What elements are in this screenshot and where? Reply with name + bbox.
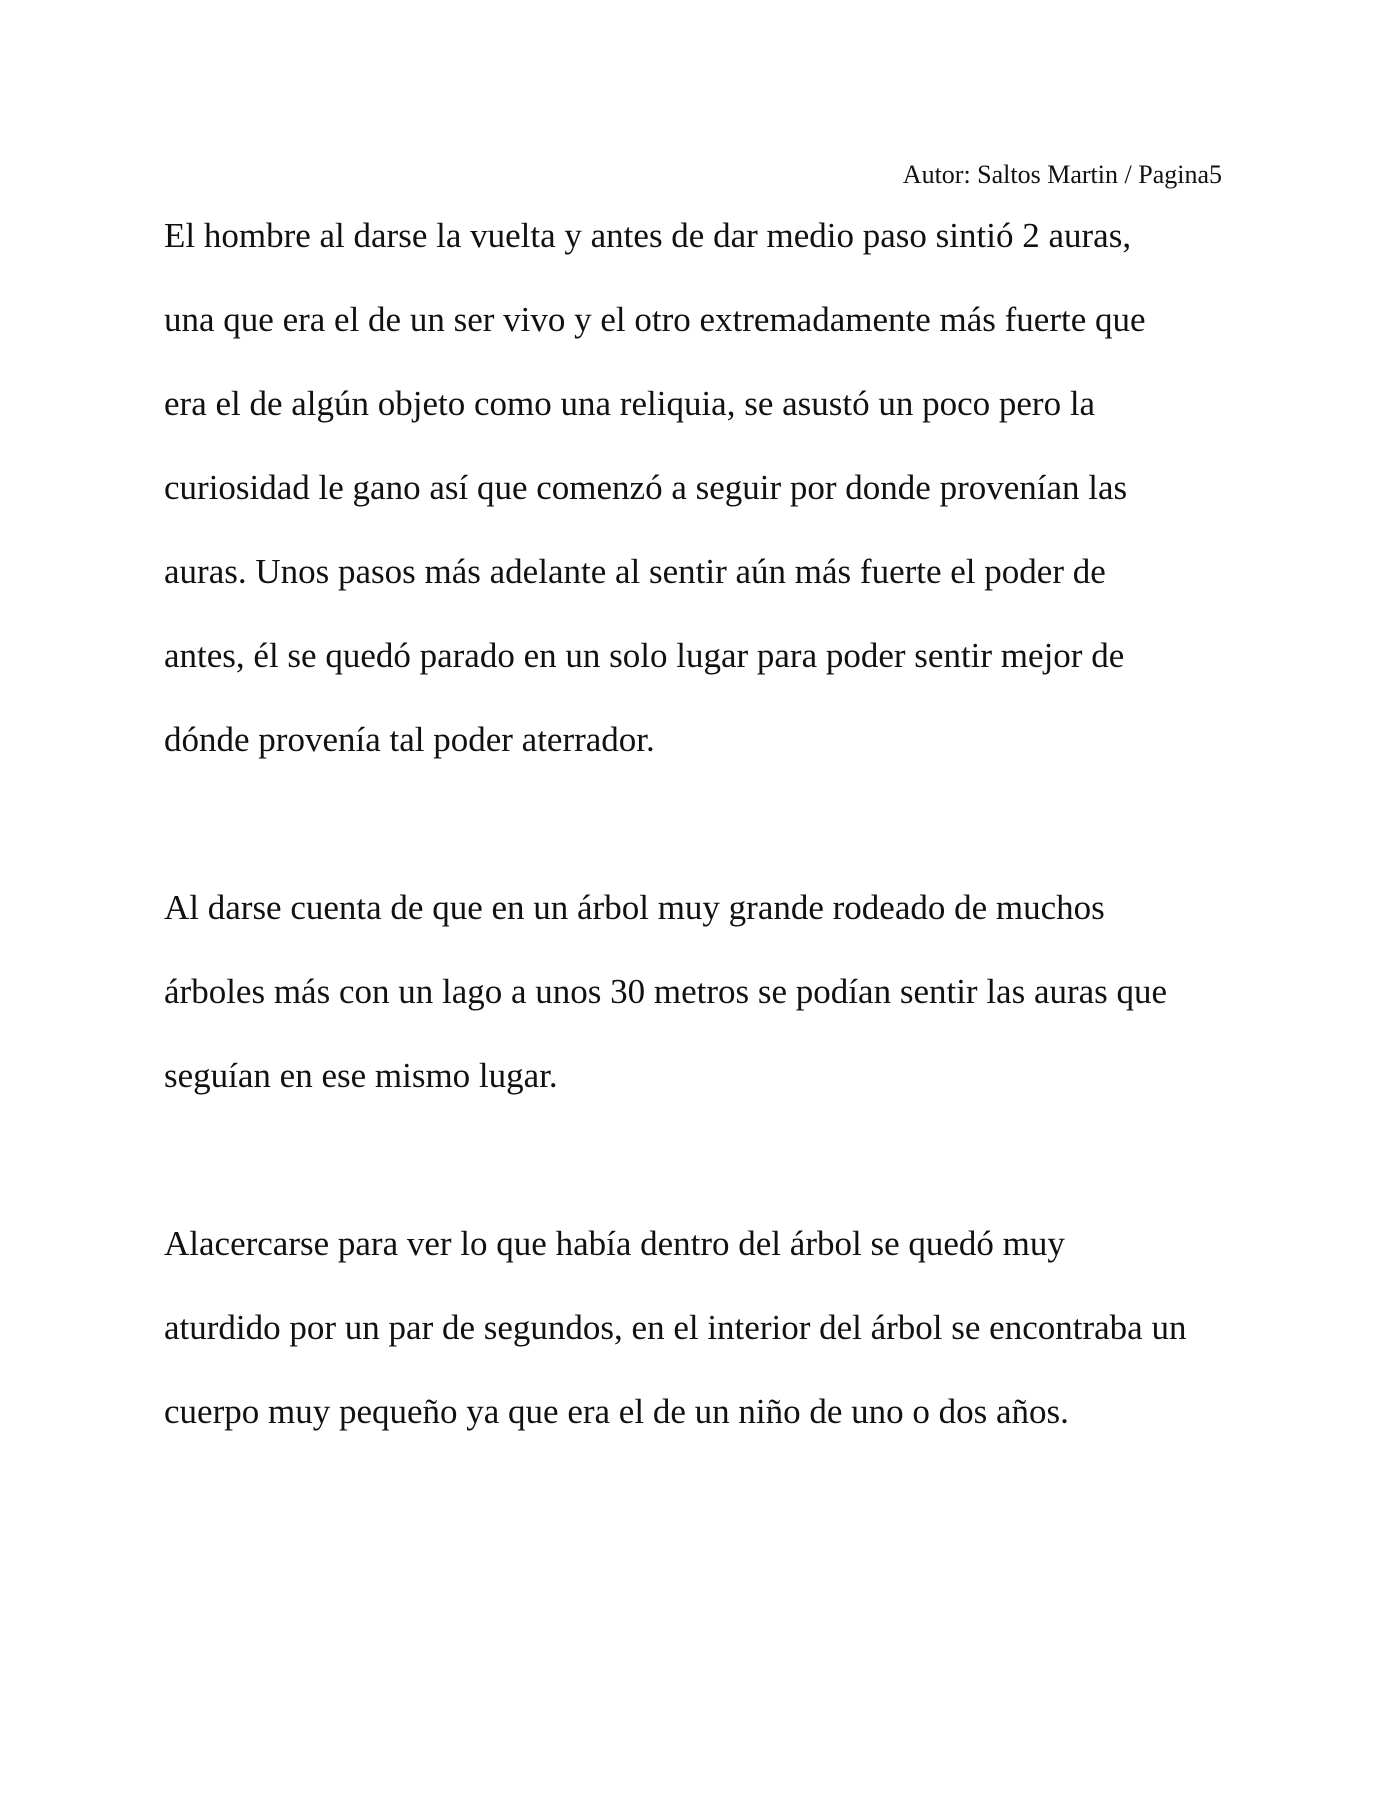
paragraph-2 — [164, 888, 1244, 1140]
text-line: Alacercarse para ver lo que había dentro del árbol se quedó muy — [164, 1224, 1065, 1263]
text-line: auras. Unos pasos más adelante al sentir aún más fuerte el poder de — [164, 552, 1106, 591]
text-line: curiosidad le gano así que comenzó a seguir por donde provenían las — [164, 468, 1128, 507]
paragraph-1 — [164, 216, 1244, 804]
text-line: árboles más con un lago a unos 30 metros se podían sentir las auras que — [164, 972, 1168, 1011]
text-line: era el de algún objeto como una reliquia, se asustó un poco pero la — [164, 384, 1096, 423]
text-line: antes, él se quedó parado en un solo lugar para poder sentir mejor de — [164, 636, 1125, 675]
text-line: una que era el de un ser vivo y el otro extremadamente más fuerte que — [164, 300, 1146, 339]
text-line: cuerpo muy pequeño ya que era el de un niño de uno o dos años. — [164, 1392, 1069, 1431]
text-line: aturdido por un par de segundos, en el interior del árbol se encontraba un — [164, 1308, 1187, 1347]
paragraph-spacer — [164, 1140, 1244, 1224]
text-line: dónde provenía tal poder aterrador. — [164, 720, 655, 759]
paragraph-spacer — [164, 804, 1244, 888]
document-body — [164, 216, 1244, 1476]
paragraph-3 — [164, 1224, 1244, 1476]
text-line: Al darse cuenta de que en un árbol muy grande rodeado de muchos — [164, 888, 1105, 927]
text-line: El hombre al darse la vuelta y antes de dar medio paso sintió 2 auras, — [164, 216, 1132, 255]
page-header: Autor: Saltos Martin / Pagina5 — [902, 160, 1222, 189]
text-line: seguían en ese mismo lugar. — [164, 1056, 558, 1095]
